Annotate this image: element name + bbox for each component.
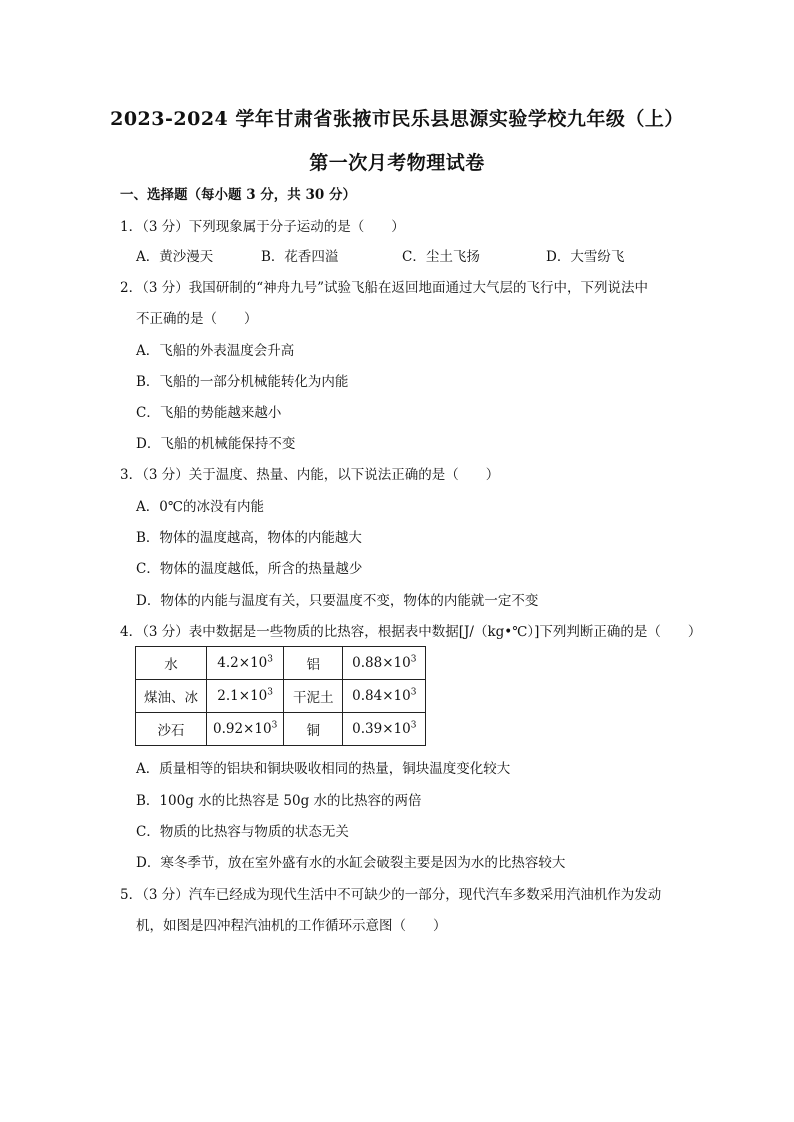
- question-2-option-a: A．飞船的外表温度会升高: [136, 343, 295, 359]
- table-cell-substance: 沙石: [136, 713, 207, 746]
- question-1-option-d: D．大雪纷飞: [546, 249, 625, 265]
- table-row: [136, 713, 426, 746]
- question-4-option-c: C．物质的比热容与物质的状态无关: [136, 824, 349, 840]
- table-row: [136, 647, 426, 680]
- question-4-option-d: D．寒冬季节，放在室外盛有水的水缸会破裂主要是因为水的比热容较大: [136, 855, 566, 871]
- value-mantissa: 0.92×10: [213, 721, 272, 737]
- table-cell-substance: 煤油、冰: [136, 680, 207, 713]
- table-cell-value: [207, 680, 284, 713]
- value-exponent: 3: [267, 654, 273, 665]
- question-3-option-c: C．物体的温度越低，所含的热量越少: [136, 561, 363, 577]
- question-4-option-b: B．100g 水的比热容是 50g 水的比热容的两倍: [136, 793, 422, 809]
- question-1-option-b: B．花香四溢: [261, 249, 339, 265]
- question-3-option-b: B．物体的温度越高，物体的内能越大: [136, 530, 362, 546]
- value-exponent: 3: [410, 720, 417, 731]
- question-1-option-c: C．尘土飞扬: [402, 249, 480, 265]
- table-cell-value: [207, 713, 284, 746]
- section-heading: 一、选择题（每小题 3 分，共 30 分）: [120, 187, 356, 203]
- question-3-option-d: D．物体的内能与温度有关，只要温度不变，物体的内能就一定不变: [136, 593, 539, 609]
- specific-heat-table: [135, 646, 426, 746]
- question-2-stem-line2: 不正确的是（ ）: [136, 311, 258, 327]
- value-mantissa: 0.88×10: [352, 655, 411, 671]
- value-exponent: 3: [410, 687, 417, 698]
- question-4-option-a: A．质量相等的铝块和铜块吸收相同的热量，铜块温度变化较大: [136, 761, 511, 777]
- value-mantissa: 0.84×10: [352, 688, 411, 704]
- table-cell-value: [207, 647, 284, 680]
- question-2-option-c: C．飞船的势能越来越小: [136, 405, 282, 421]
- table-cell-substance: 干泥土: [284, 680, 343, 713]
- question-3-stem: 3．（3 分）关于温度、热量、内能，以下说法正确的是（ ）: [120, 467, 500, 483]
- exam-title-line2: 第一次月考物理试卷: [309, 152, 485, 174]
- table-cell-substance: 铜: [284, 713, 343, 746]
- question-2-option-b: B．飞船的一部分机械能转化为内能: [136, 374, 349, 390]
- question-4-stem: 4．（3 分）表中数据是一些物质的比热容，根据表中数据[J/（kg•℃）]下列判断正确的是（ ）: [120, 624, 702, 640]
- table-row: [136, 680, 426, 713]
- question-5-stem-line2: 机，如图是四冲程汽油机的工作循环示意图（ ）: [136, 918, 447, 934]
- exam-title-line1: 2023-2024 学年甘肃省张掖市民乐县思源实验学校九年级（上）: [110, 108, 684, 130]
- table-cell-substance: 水: [136, 647, 207, 680]
- value-exponent: 3: [267, 687, 273, 698]
- question-2-stem-line1: 2．（3 分）我国研制的“神舟九号”试验飞船在返回地面通过大气层的飞行中，下列说法中: [120, 280, 649, 296]
- question-2-option-d: D．飞船的机械能保持不变: [136, 436, 296, 452]
- value-exponent: 3: [271, 720, 278, 731]
- value-mantissa: 2.1×10: [217, 688, 268, 704]
- value-exponent: 3: [410, 654, 417, 665]
- question-1-option-a: A．黄沙漫天: [136, 249, 214, 265]
- question-3-option-a: A．0℃的冰没有内能: [136, 499, 264, 515]
- value-mantissa: 4.2×10: [217, 655, 268, 671]
- table-cell-value: [343, 647, 426, 680]
- value-mantissa: 0.39×10: [352, 721, 411, 737]
- question-1-stem: 1．（3 分）下列现象属于分子运动的是（ ）: [120, 219, 405, 235]
- question-5-stem-line1: 5．（3 分）汽车已经成为现代生活中不可缺少的一部分，现代汽车多数采用汽油机作为发动: [120, 887, 662, 903]
- table-cell-value: [343, 680, 426, 713]
- table-cell-substance: 铝: [284, 647, 343, 680]
- table-cell-value: [343, 713, 426, 746]
